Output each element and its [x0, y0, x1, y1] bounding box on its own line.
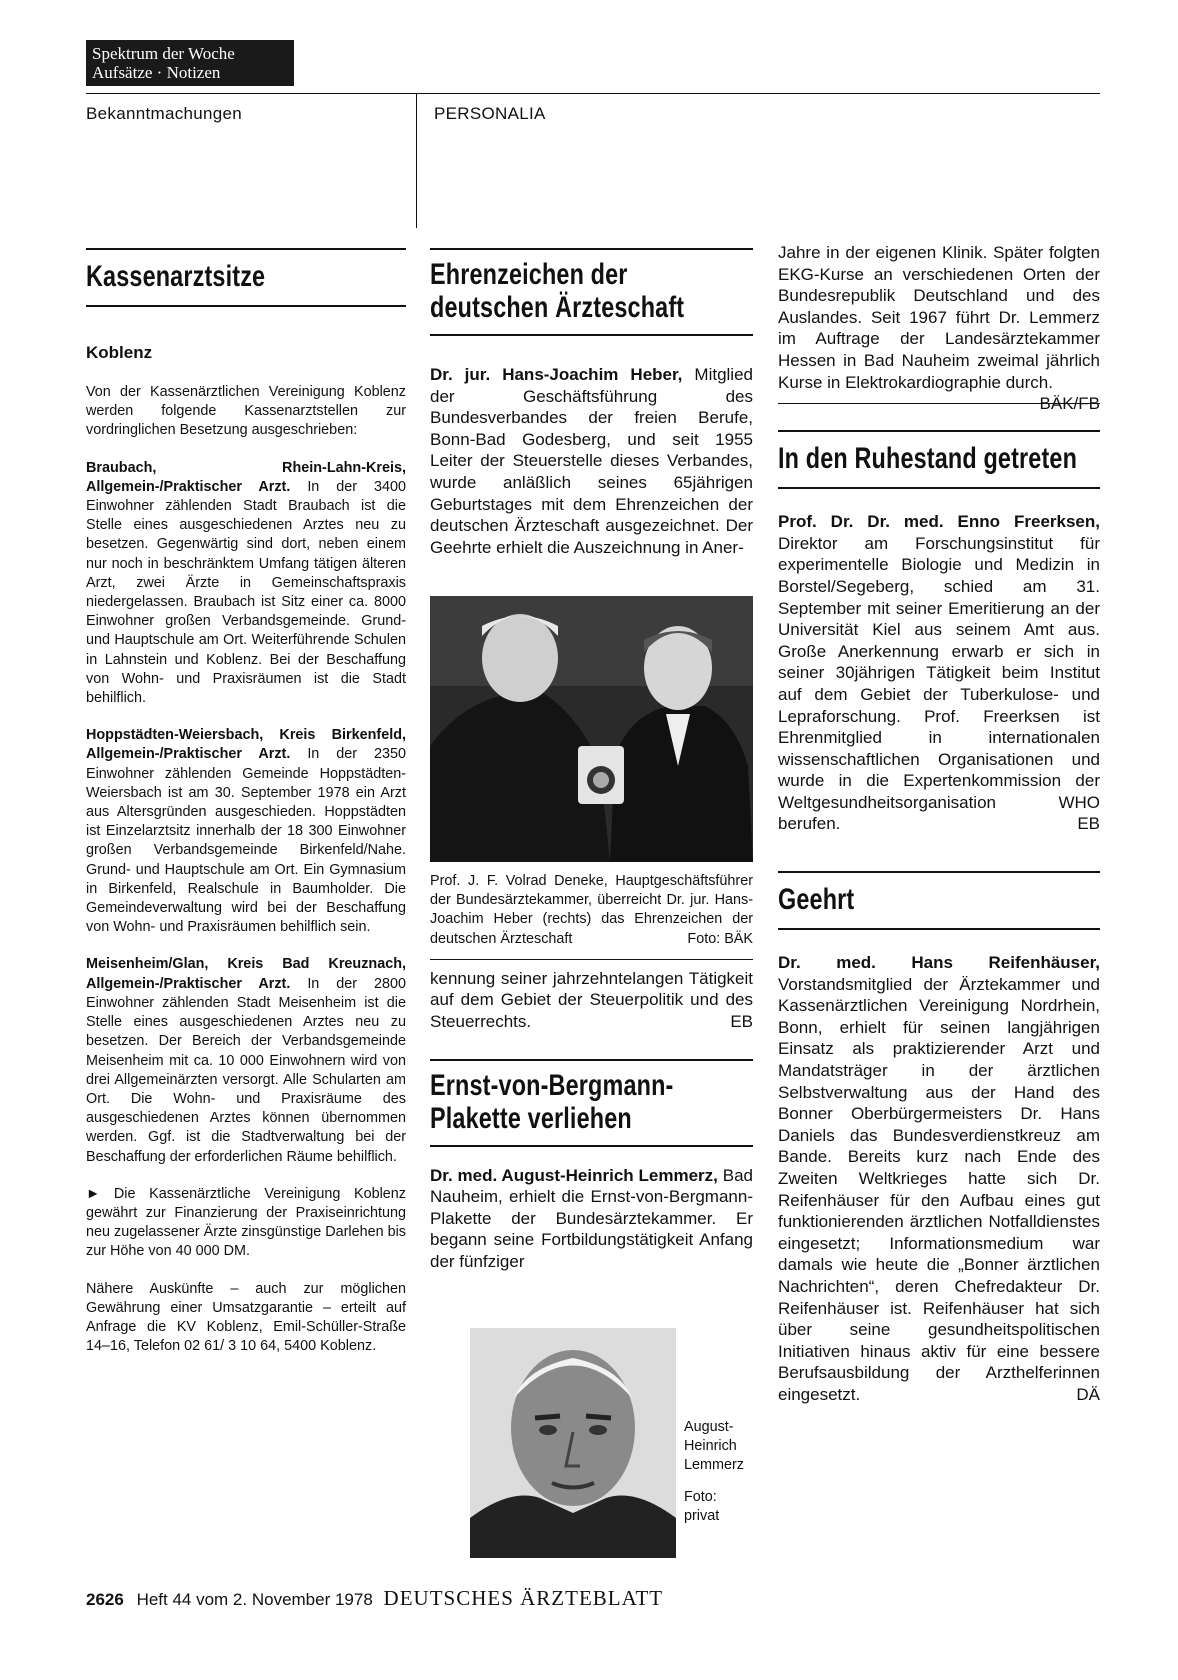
- ehrenzeichen-text: Mitglied der Geschäftsführung des Bundesverbandes der freien Berufe, Bonn-Bad Godesberg, und seit 1955 Leiter der Steuerstelle dieses Verbandes, wurde anläßlich seines 65jährigen Geburtstages mit dem Ehrenzeichen der deutschen Ärzteschaft ausgezeichnet. Der Geehrte erhielt die Auszeichnung in Aner-: [430, 365, 753, 557]
- section-badge: [86, 40, 294, 86]
- ruhestand-text: Direktor am Forschungsinstitut für experimentelle Biologie und Medizin in Borstel/Segeberg, schied am 31. September mit seiner Emeritierung an der Universität Kiel aus seinem Amt aus. Große Anerkennung erwarb er sich in seiner 30jährigen Tätigkeit beim Institut auf dem Gebiet der Tuberkulose- und Lepraforschung. Prof. Freerksen ist Ehrenmitglied in internationalen wissenschaftlichen Organisationen und wurde in die Expertenkommission der Weltgesundheitsorganisation WHO berufen.: [778, 533, 1100, 834]
- ehrenzeichen-body: [430, 364, 753, 558]
- headline-rule-top: [430, 1059, 753, 1061]
- photo-caption-block: [430, 872, 753, 1273]
- headline-rule-top: [430, 248, 753, 250]
- ehrenzeichen-headline: [430, 258, 685, 324]
- badge-line-1: Spektrum der Woche: [92, 44, 235, 63]
- caption-text: Prof. J. F. Volrad Deneke, Hauptgeschäftsführer der Bundesärztekammer, überreicht Dr. jur. Hans-Joachim Heber (rechts) das Ehrenzeichen der deutschen Ärzteschaft: [430, 873, 753, 947]
- caption-photo-label: Foto:: [684, 1488, 717, 1505]
- entry-braubach: [86, 459, 406, 709]
- entry-text: In der 2800 Einwohner zählenden Stadt Meisenheim ist die Stelle eines ausgeschiedenen Arztes neu zu besetzen. Der Bereich der Verbandsgemeinde Meisenheim mit ca. 10 000 Einwohnern wird von drei Allgemeinärzten versorgt. Alle Schularten am Ort. Die Wohn- und Praxisräume des ausgeschiedenen Arztes können übernommen werden. Ggf. ist die Stadtverwaltung bei der Beschaffung der erforderlichen Räume behilflich.: [86, 975, 407, 1165]
- photo-credit: Foto: BÄK: [687, 930, 753, 947]
- page-number: 2626: [86, 1590, 124, 1609]
- right-section-label: PERSONALIA: [434, 104, 546, 123]
- caption-rule: [430, 959, 753, 960]
- caption-line-1: August-: [684, 1419, 734, 1435]
- entry-head: Meisenheim/Glan, Kreis Bad Kreuznach, Allgemein-/Praktischer Arzt.: [86, 956, 406, 992]
- column-divider: [416, 93, 417, 228]
- kassenarztsitze-headline: Kassenarztsitze: [86, 260, 266, 293]
- person-name: Dr. med. August-Heinrich Lemmerz,: [430, 1165, 718, 1185]
- entry-head: Braubach, Rhein-Lahn-Kreis, Allgemein-/Praktischer Arzt.: [86, 459, 406, 495]
- bergmann-headline: [430, 1069, 682, 1135]
- headline-line-1: Ernst-von-Bergmann-: [430, 1068, 674, 1102]
- award-ceremony-image: [430, 596, 753, 862]
- masthead: DEUTSCHES ÄRZTEBLATT: [383, 1586, 664, 1610]
- entry-head: Hoppstädten-Weiersbach, Kreis Birkenfeld, Allgemein-/Praktischer Arzt.: [86, 727, 406, 763]
- signature: EB: [1077, 814, 1100, 834]
- photo-caption: [430, 872, 753, 949]
- intro-paragraph: Von der Kassenärztlichen Vereinigung Koblenz werden folgende Kassenarztstellen zur vordringlichen Besetzung ausgeschrieben:: [86, 384, 406, 439]
- kassenarztsitze-column: [86, 248, 406, 1356]
- award-ceremony-photo: [430, 596, 753, 862]
- ehrenzeichen-continued: [430, 968, 753, 1033]
- bergmann-text: Bad Nauheim, erhielt die Ernst-von-Bergmann-Plakette der Bundesärztekammer. Er begann seine Fortbildungstätigkeit Anfang der fünfziger: [430, 1165, 753, 1271]
- kassenarztsitze-body: [86, 383, 406, 1356]
- signature: EB: [730, 1012, 753, 1031]
- ruhestand-headline: In den Ruhestand getreten: [778, 442, 1078, 476]
- headline-line-1: Ehrenzeichen der: [430, 258, 628, 291]
- right-column: [778, 242, 1100, 1406]
- caption-line-3: Lemmerz: [684, 1457, 744, 1474]
- continued-text: Jahre in der eigenen Klinik. Später folgten EKG-Kurse an verschiedenen Orten der Bundesrepublik Deutschland und des Auslandes. Seit 1967 führt Dr. Lemmerz im Auftrage der Landesärztekammer Hessen in Bad Nauheim zweimal jährlich Kurse in Elektrokardiographie durch.: [778, 243, 1100, 392]
- entry-meisenheim: [86, 955, 406, 1166]
- caption-line-2: Heinrich: [684, 1438, 737, 1455]
- geehrt-body: [778, 952, 1100, 1405]
- badge-line-2: Aufsätze · Notizen: [92, 63, 221, 82]
- header-rule: [86, 93, 1100, 94]
- person-name: Prof. Dr. Dr. med. Enno Freerksen,: [778, 512, 1100, 532]
- headline-rule-top: [778, 871, 1100, 873]
- left-section-label: Bekanntmachungen: [86, 104, 243, 123]
- issue-info: Heft 44 vom 2. November 1978: [136, 1590, 373, 1609]
- entry-hoppstaedten: [86, 726, 406, 937]
- headline-rule-top: [778, 430, 1100, 432]
- headline-rule-bottom: [430, 334, 753, 336]
- geehrt-headline: Geehrt: [778, 883, 855, 917]
- headline-rule-top: [86, 248, 406, 250]
- financing-paragraph: [86, 1185, 406, 1262]
- headline-rule-bottom: [430, 1145, 753, 1147]
- geehrt-text: Vorstandsmitglied der Ärztekammer und Kassenärztlichen Vereinigung Nordrhein, Bonn, erhielt für seinen langjährigen Einsatz als praktizierender Arzt und Mandatsträger in der ärztlichen Selbstverwaltung aus der Hand des Bonner Oberbürgermeisters Dr. Hans Daniels das Bundesverdienstkreuz am Bande. Bereits kurz nach Ende des Zweiten Weltkrieges hatte sich Dr. Reifenhäuser für den Aufbau eines gut funktionierenden ärztlichen Notfalldienstes eingesetzt; Informationsmedium war damals wie heute die „Bonner ärztlichen Nachrichten“, deren Chefredakteur Dr. Reifenhäuser ist. Reifenhäuser hat sich über seine gesundheitspolitischen Initiativen hinaus aktiv für eine bessere Berufsausbildung der Arzthelferinnen eingesetzt.: [778, 974, 1100, 1404]
- continued-text: kennung seiner jahrzehntelangen Tätigkeit auf dem Gebiet der Steuerpolitik und des Steuerrechts.: [430, 968, 753, 1031]
- caption-photo-credit: privat: [684, 1507, 720, 1524]
- financing-text: Die Kassenärztliche Vereinigung Koblenz gewährt zur Finanzierung der Praxiseinrichtung neu zugelassener Ärzte zinsgünstige Darlehen bis zur Höhe von 40 000 DM.: [86, 1185, 406, 1260]
- signature: DÄ: [1076, 1384, 1100, 1404]
- bergmann-continued: [778, 242, 1100, 414]
- entry-text: In der 3400 Einwohner zählenden Stadt Braubach ist die Stelle eines ausgeschiedenen Arztes neu zu besetzen. Gegenwärtig sind dort, neben einem nur noch in beschränktem Umfang tätigen älteren Arzt, zwei Ärzte in Gemeinschaftspraxis niedergelassen. Braubach ist Sitz einer ca. 8000 Einwohner großen Verbandsgemeinde. Grund- und Hauptschule am Ort. Weiterführende Schulen in Lahnstein und Koblenz. Bei der Beschaffung von Wohn- und Praxisräumen ist die Stadt behilflich.: [86, 478, 407, 707]
- page-footer: [86, 1586, 663, 1611]
- headline-line-2: deutschen Ärzteschaft: [430, 291, 685, 324]
- entry-text: In der 2350 Einwohner zählenden Gemeinde Hoppstädten-Weiersbach ist am 30. September 1978 ein Arzt aus Altersgründen ausgeschieden. Hoppstädten ist Einzelarztsitz innerhalb der 18 300 Einwohner großen Verbandsgemeinde Birkenfeld/Nahe. Grund- und Hauptschule am Ort. Ein Gymnasium in Birkenfeld, Realschule in Baumholder. Die Gemeindeverwaltung wird bei der Beschaffung von Wohn- und Praxisräumen behilflich sein.: [86, 746, 407, 936]
- portrait-image: [470, 1328, 676, 1558]
- portrait-photo: [470, 1328, 676, 1558]
- region-heading: Koblenz: [86, 343, 153, 362]
- headline-rule-bottom: [778, 487, 1100, 489]
- headline-rule-bottom: [86, 305, 406, 307]
- signature: BÄK/FB: [1039, 394, 1100, 414]
- headline-rule-bottom: [778, 928, 1100, 930]
- headline-line-2: Plakette verliehen: [430, 1101, 632, 1135]
- person-name: Dr. jur. Hans-Joachim Heber,: [430, 365, 683, 384]
- bergmann-body: [430, 1165, 753, 1273]
- arrow-icon: ►: [86, 1185, 101, 1202]
- ehrenzeichen-column: [430, 248, 753, 558]
- person-name: Dr. med. Hans Reifenhäuser,: [778, 953, 1100, 973]
- ruhestand-body: [778, 511, 1100, 835]
- portrait-caption: [684, 1418, 764, 1526]
- contact-paragraph: Nähere Auskünfte – auch zur möglichen Gewährung einer Umsatzgarantie – erteilt auf Anfrage die KV Koblenz, Emil-Schüller-Straße 14–16, Telefon 02 61/ 3 10 64, 5400 Koblenz.: [86, 1280, 406, 1355]
